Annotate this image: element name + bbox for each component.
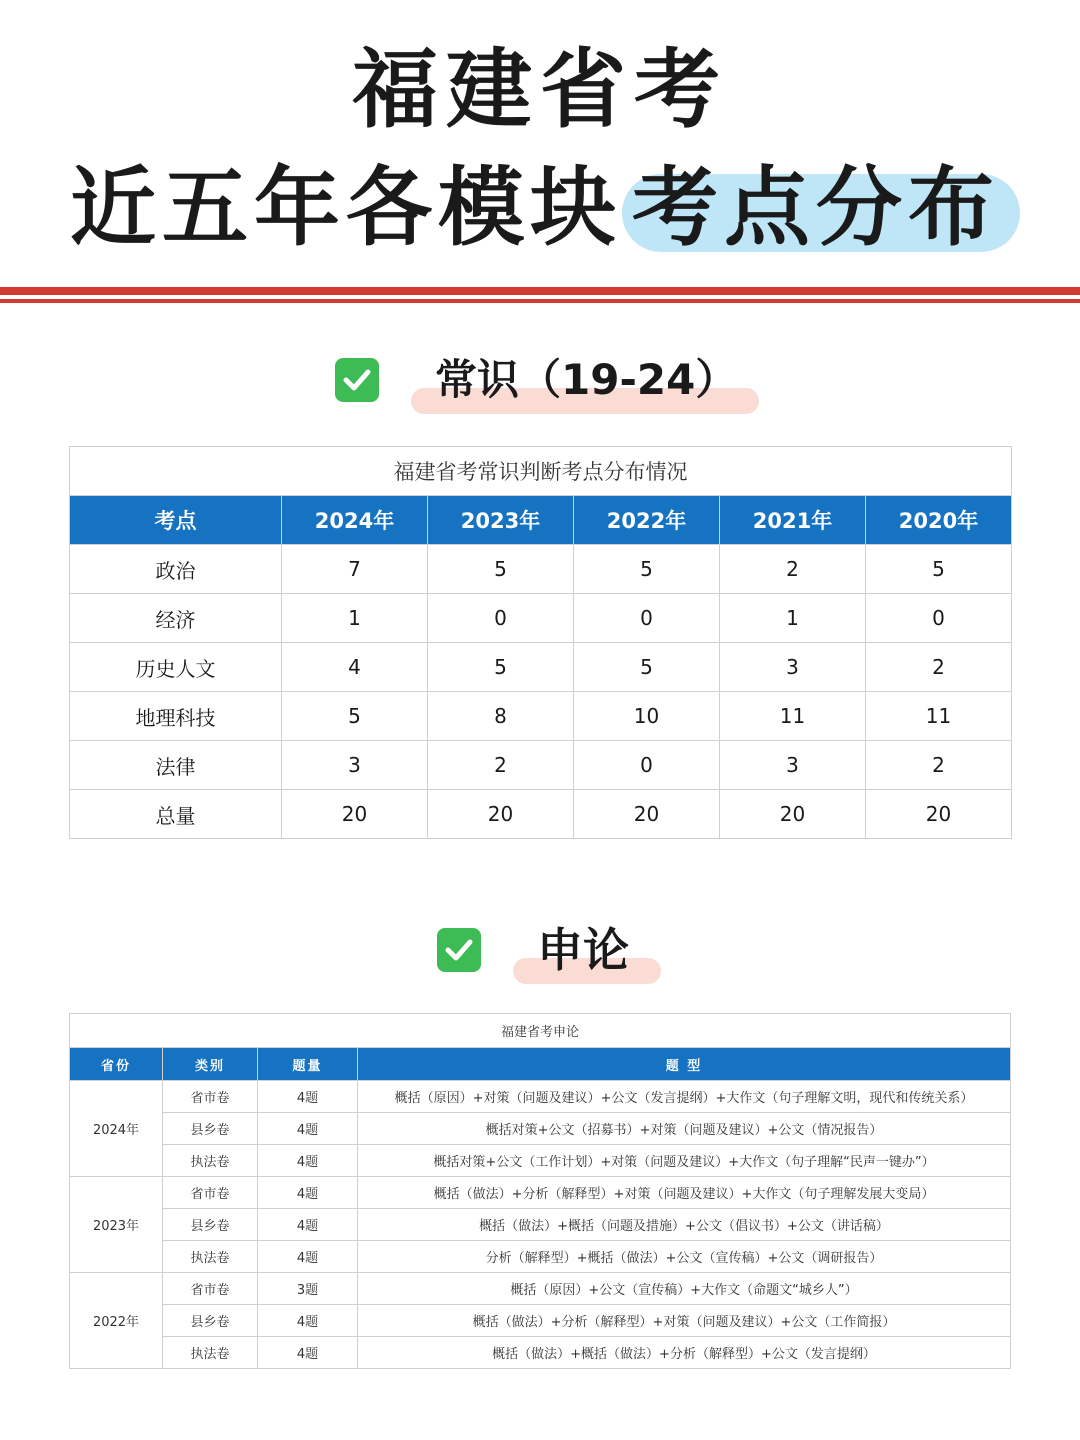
table-row — [70, 1337, 1011, 1369]
question-types-cell: 分析（解释型）+概括（做法）+公文（宣传稿）+公文（调研报告） — [358, 1241, 1011, 1273]
table-row — [70, 1081, 1011, 1113]
question-count-cell: 4题 — [258, 1337, 358, 1369]
section-label: 常识（19-24） — [411, 350, 759, 410]
question-types-cell: 概括对策+公文（工作计划）+对策（问题及建议）+大作文（句子理解“民声一键办”） — [358, 1145, 1011, 1177]
row-label: 经济 — [70, 594, 282, 643]
question-count-cell: 4题 — [258, 1209, 358, 1241]
table-cell: 0 — [866, 594, 1012, 643]
question-count-cell: 4题 — [258, 1081, 358, 1113]
table-row — [70, 1241, 1011, 1273]
question-types-cell: 概括（做法）+分析（解释型）+对策（问题及建议）+公文（工作简报） — [358, 1305, 1011, 1337]
row-label: 总量 — [70, 790, 282, 839]
column-header: 2020年 — [866, 496, 1012, 545]
table-cell: 8 — [428, 692, 574, 741]
question-count-cell: 4题 — [258, 1145, 358, 1177]
question-count-cell: 3题 — [258, 1273, 358, 1305]
red-divider-thick — [0, 287, 1080, 295]
table-row — [70, 545, 1012, 594]
year-cell: 2022年 — [70, 1273, 163, 1369]
section-heading-changshi — [335, 350, 759, 410]
table-row — [70, 1113, 1011, 1145]
category-cell: 省市卷 — [163, 1177, 258, 1209]
category-cell: 省市卷 — [163, 1081, 258, 1113]
question-types-cell: 概括（做法）+概括（做法）+分析（解释型）+公文（发言提纲） — [358, 1337, 1011, 1369]
check-box-icon — [437, 928, 481, 972]
table-cell: 20 — [866, 790, 1012, 839]
question-count-cell: 4题 — [258, 1305, 358, 1337]
page-title-line2 — [0, 158, 1080, 258]
table-cell: 11 — [866, 692, 1012, 741]
table-cell: 5 — [428, 643, 574, 692]
section-label: 申论 — [513, 920, 661, 980]
column-header: 2023年 — [428, 496, 574, 545]
category-cell: 县乡卷 — [163, 1305, 258, 1337]
table-row — [70, 741, 1012, 790]
column-header: 省份 — [70, 1048, 163, 1081]
table-row — [70, 1177, 1011, 1209]
table-cell: 20 — [428, 790, 574, 839]
table-row — [70, 1273, 1011, 1305]
row-label: 法律 — [70, 741, 282, 790]
question-count-cell: 4题 — [258, 1241, 358, 1273]
table-cell: 2 — [720, 545, 866, 594]
table-cell: 11 — [720, 692, 866, 741]
year-cell: 2023年 — [70, 1177, 163, 1273]
question-types-cell: 概括（原因）+对策（问题及建议）+公文（发言提纲）+大作文（句子理解文明，现代和传统关系） — [358, 1081, 1011, 1113]
table-cell: 20 — [574, 790, 720, 839]
table-row — [70, 692, 1012, 741]
table-cell: 5 — [282, 692, 428, 741]
question-types-cell: 概括（做法）+概括（问题及措施）+公文（倡议书）+公文（讲话稿） — [358, 1209, 1011, 1241]
category-cell: 执法卷 — [163, 1337, 258, 1369]
question-types-cell: 概括（原因）+公文（宣传稿）+大作文（命题文“城乡人”） — [358, 1273, 1011, 1305]
year-cell: 2024年 — [70, 1081, 163, 1177]
title-highlight: 考点分布 — [622, 158, 1010, 258]
column-header: 题 型 — [358, 1048, 1011, 1081]
row-label: 政治 — [70, 545, 282, 594]
check-box-icon — [335, 358, 379, 402]
changshi-table — [69, 446, 1012, 839]
table-cell: 3 — [720, 741, 866, 790]
column-header: 2022年 — [574, 496, 720, 545]
table-caption: 福建省考申论 — [70, 1014, 1011, 1048]
title-prefix: 近五年各模块 — [70, 158, 622, 258]
question-count-cell: 4题 — [258, 1113, 358, 1145]
table-cell: 0 — [574, 594, 720, 643]
question-types-cell: 概括对策+公文（招募书）+对策（问题及建议）+公文（情况报告） — [358, 1113, 1011, 1145]
category-cell: 县乡卷 — [163, 1209, 258, 1241]
table-cell: 20 — [282, 790, 428, 839]
category-cell: 县乡卷 — [163, 1113, 258, 1145]
row-label: 历史人文 — [70, 643, 282, 692]
table-cell: 5 — [574, 643, 720, 692]
table-cell: 20 — [720, 790, 866, 839]
table-cell: 2 — [866, 643, 1012, 692]
category-cell: 省市卷 — [163, 1273, 258, 1305]
section-heading-shenlun — [437, 920, 661, 980]
red-divider-thin — [0, 299, 1080, 303]
table-cell: 5 — [428, 545, 574, 594]
table-row — [70, 594, 1012, 643]
table-row — [70, 1145, 1011, 1177]
table-cell: 2 — [428, 741, 574, 790]
category-cell: 执法卷 — [163, 1241, 258, 1273]
table-cell: 5 — [574, 545, 720, 594]
question-types-cell: 概括（做法）+分析（解释型）+对策（问题及建议）+大作文（句子理解发展大变局） — [358, 1177, 1011, 1209]
table-cell: 3 — [282, 741, 428, 790]
table-caption: 福建省考常识判断考点分布情况 — [70, 447, 1012, 496]
category-cell: 执法卷 — [163, 1145, 258, 1177]
table-cell: 0 — [428, 594, 574, 643]
column-header: 类别 — [163, 1048, 258, 1081]
question-count-cell: 4题 — [258, 1177, 358, 1209]
row-label: 地理科技 — [70, 692, 282, 741]
table-cell: 3 — [720, 643, 866, 692]
table-cell: 0 — [574, 741, 720, 790]
column-header: 2024年 — [282, 496, 428, 545]
table-cell: 5 — [866, 545, 1012, 594]
table-cell: 1 — [720, 594, 866, 643]
table-cell: 1 — [282, 594, 428, 643]
table-cell: 4 — [282, 643, 428, 692]
table-row — [70, 643, 1012, 692]
table-row — [70, 790, 1012, 839]
column-header: 2021年 — [720, 496, 866, 545]
column-header: 考点 — [70, 496, 282, 545]
column-header: 题量 — [258, 1048, 358, 1081]
table-cell: 2 — [866, 741, 1012, 790]
page-title-line1: 福建省考 — [352, 40, 728, 140]
table-row — [70, 1209, 1011, 1241]
table-cell: 10 — [574, 692, 720, 741]
table-row — [70, 1305, 1011, 1337]
shenlun-table — [69, 1013, 1011, 1369]
table-cell: 7 — [282, 545, 428, 594]
